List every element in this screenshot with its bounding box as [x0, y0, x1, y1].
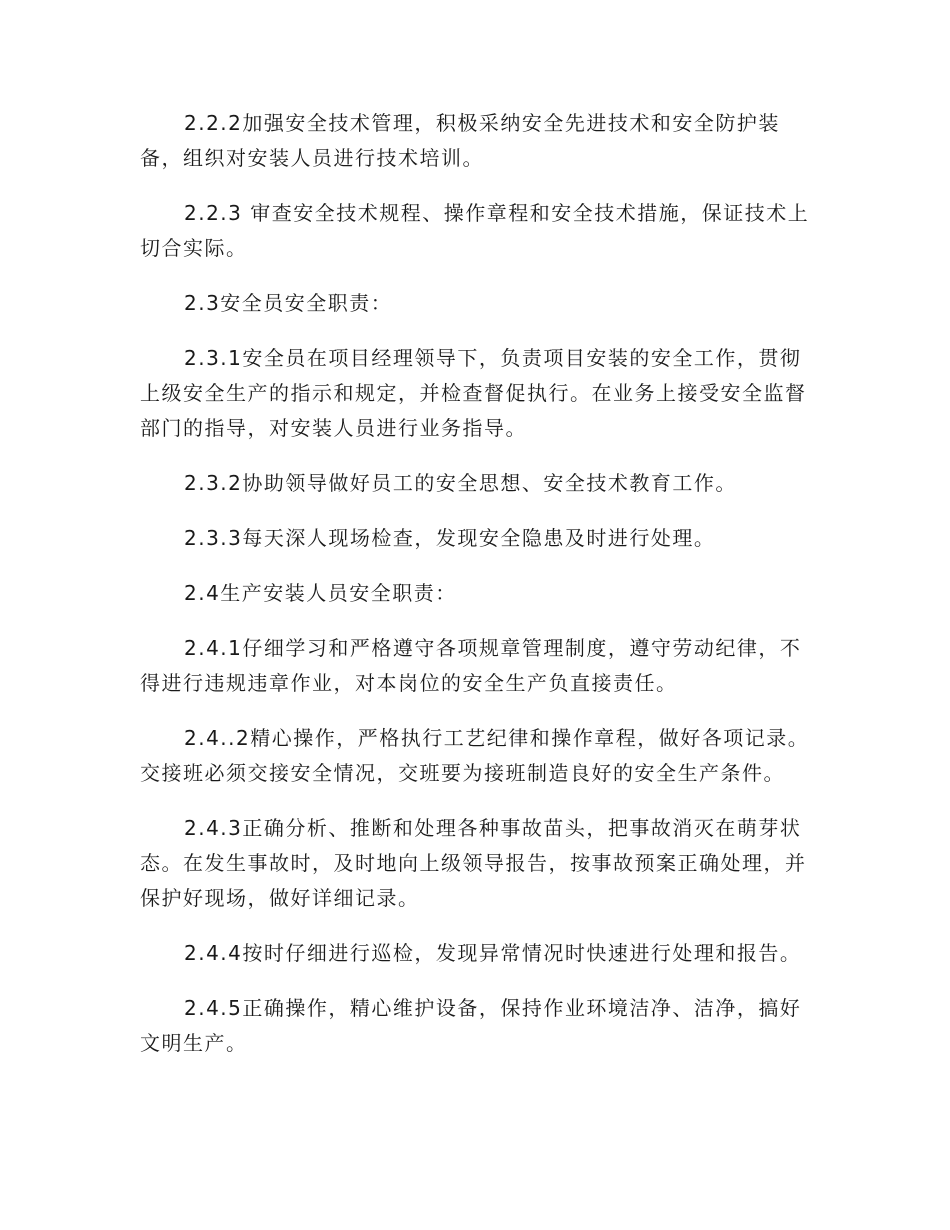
paragraph-2-3-1: 2.3.1安全员在项目经理领导下，负责项目安装的安全工作，贯彻上级安全生产的指示和规定，并检查督促执行。在业务上接受安全监督部门的指导，对安装人员进行业务指导。	[140, 346, 807, 440]
section-heading-2-3: 2.3安全员安全职责：	[184, 291, 393, 315]
paragraph-2-4-3: 2.4.3正确分析、推断和处理各种事故苗头，把事故消灭在萌芽状态。在发生事故时，及时地向上级领导报告，按事故预案正确处理，并保护好现场，做好详细记录。	[140, 816, 807, 910]
paragraph-2-2-3: 2.2.3 审查安全技术规程、操作章程和安全技术措施，保证技术上切合实际。	[140, 201, 810, 260]
paragraph-2-3-3: 2.3.3每天深人现场检查，发现安全隐患及时进行处理。	[184, 526, 716, 550]
paragraph-2-3-2: 2.3.2协助领导做好员工的安全思想、安全技术教育工作。	[184, 471, 737, 495]
paragraph-2-2-2: 2.2.2加强安全技术管理，积极采纳安全先进技术和安全防护装备，组织对安装人员进行技术培训。	[140, 111, 780, 170]
paragraph-2-4-1: 2.4.1仔细学习和严格遵守各项规章管理制度，遵守劳动纪律，不得进行违规违章作业，对本岗位的安全生产负直接责任。	[140, 636, 802, 695]
document-body	[140, 106, 812, 1081]
section-heading-2-4: 2.4生产安装人员安全职责：	[184, 581, 457, 605]
paragraph-2-4-2: 2.4..2精心操作，严格执行工艺纪律和操作章程，做好各项记录。交接班必须交接安全情况，交班要为接班制造良好的安全生产条件。	[140, 726, 810, 785]
paragraph-2-4-5: 2.4.5正确操作，精心维护设备，保持作业环境洁净、洁净，搞好文明生产。	[140, 996, 802, 1055]
paragraph-2-4-4: 2.4.4按时仔细进行巡检，发现异常情况时快速进行处理和报告。	[184, 941, 802, 965]
